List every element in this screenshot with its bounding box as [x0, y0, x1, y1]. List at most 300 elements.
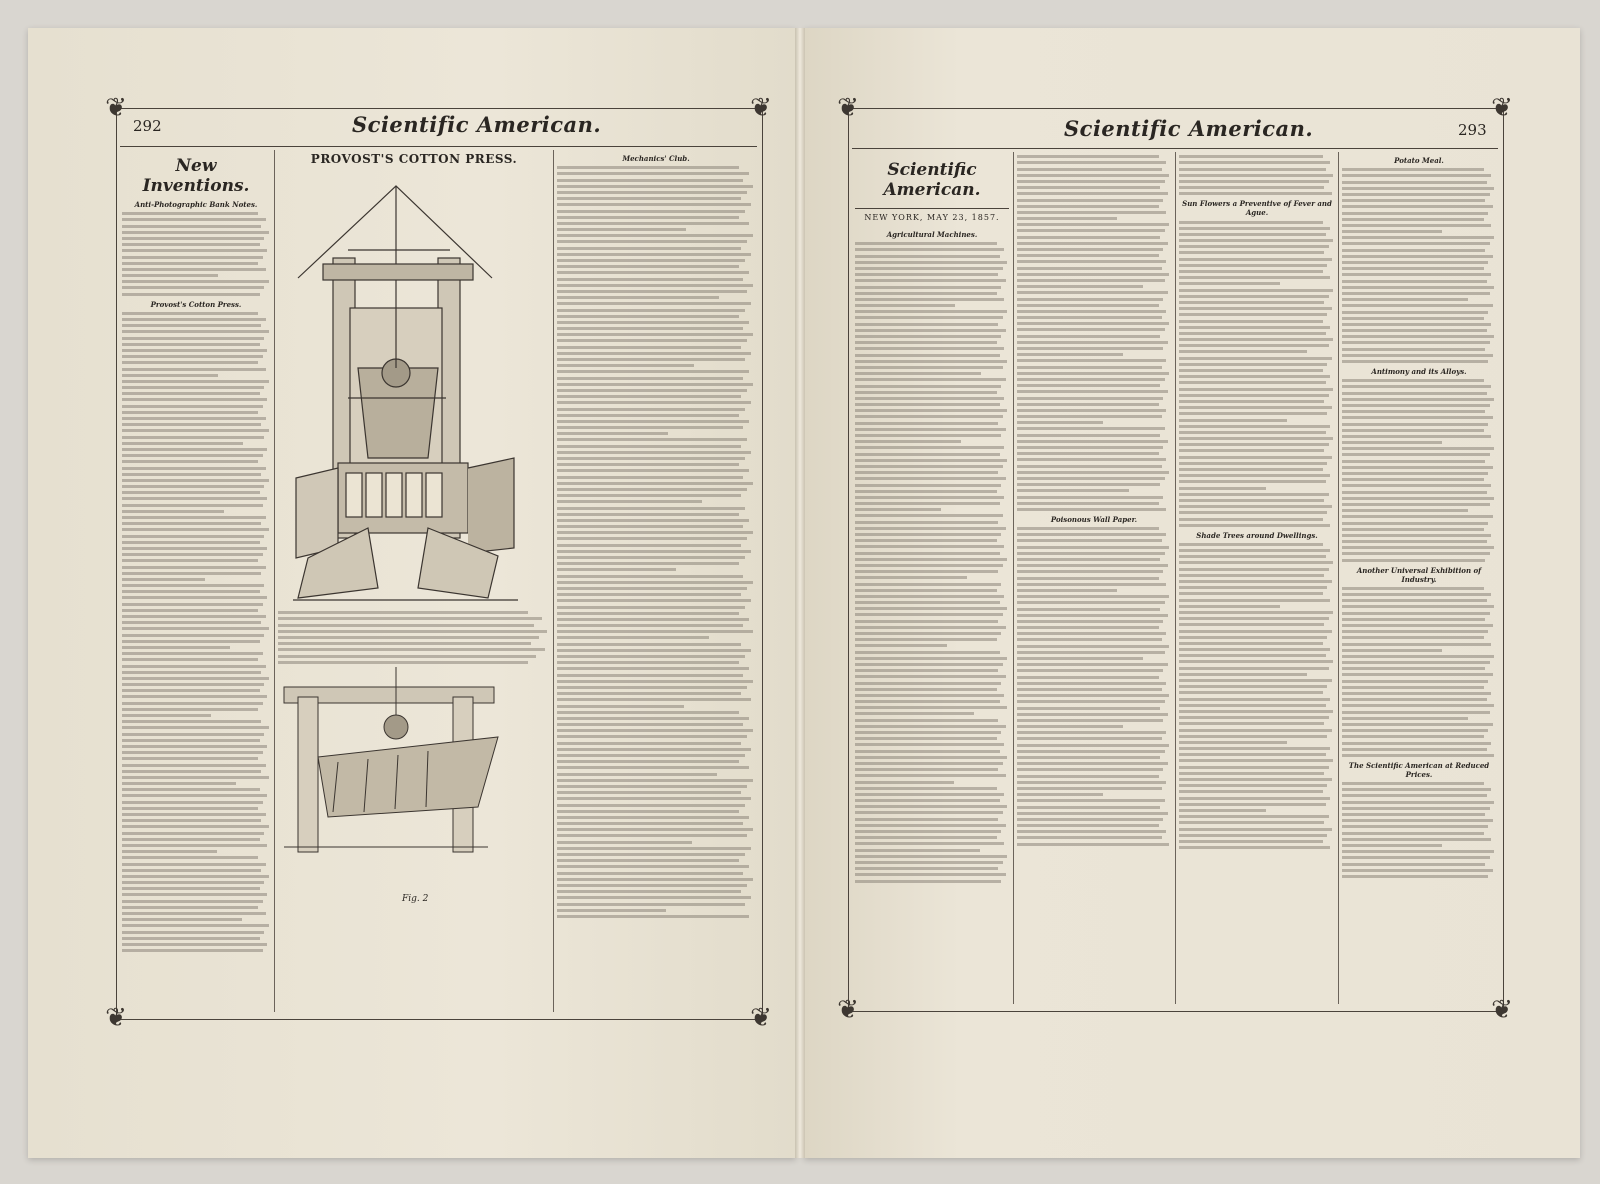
- text-line: [122, 931, 264, 934]
- text-line: [1017, 335, 1160, 338]
- text-line: [557, 865, 749, 868]
- text-line: [1179, 803, 1326, 806]
- text-line: [557, 599, 751, 602]
- text-line: [1017, 663, 1168, 666]
- text-line: [557, 729, 753, 732]
- text-line: [1017, 409, 1166, 412]
- text-line: [557, 216, 739, 219]
- text-line: [1179, 636, 1327, 639]
- text-line: [855, 508, 941, 511]
- text-line: [855, 657, 1007, 660]
- text-line: [1017, 645, 1169, 648]
- text-line: [122, 665, 266, 668]
- text-line: [1179, 648, 1330, 651]
- text-line: [557, 531, 753, 534]
- text-line: [122, 504, 263, 507]
- text-line: [1342, 255, 1493, 258]
- text-line: [855, 453, 1000, 456]
- text-line: [557, 735, 747, 738]
- right-top-left-ornament: ❦: [837, 93, 859, 123]
- text-line: [855, 354, 1000, 357]
- text-line: [557, 240, 747, 243]
- text-line: [557, 890, 741, 893]
- text-line: [1017, 434, 1160, 437]
- text-line: [1017, 843, 1169, 846]
- text-line: [1017, 397, 1163, 400]
- text-line: [1179, 698, 1330, 701]
- text-line: [1017, 378, 1165, 381]
- text-line: [1179, 161, 1330, 164]
- text-line: [855, 335, 1001, 338]
- text-line: [1342, 242, 1490, 245]
- text-line: [855, 465, 1003, 468]
- text-line: [557, 537, 747, 540]
- text-line: [855, 521, 998, 524]
- text-line: [122, 448, 267, 451]
- text-line: [122, 436, 264, 439]
- text-line: [855, 292, 997, 295]
- text-line: [122, 256, 263, 259]
- text-line: [1342, 729, 1488, 732]
- text-line: [1179, 449, 1324, 452]
- text-line: [1017, 217, 1117, 220]
- text-line: [557, 513, 739, 516]
- text-line: [122, 318, 266, 321]
- text-line: [122, 900, 263, 903]
- text-line: [855, 415, 1003, 418]
- text-line: [1017, 601, 1165, 604]
- text-line: [1017, 700, 1165, 703]
- text-line: [122, 615, 266, 618]
- text-line: [557, 828, 753, 831]
- text-line: [557, 383, 753, 386]
- text-line: [1179, 592, 1323, 595]
- text-line: [1179, 332, 1326, 335]
- text-line: [1342, 515, 1493, 518]
- text-line: [855, 279, 1006, 282]
- right-col-divider-1: [1013, 152, 1014, 1004]
- text-line: [122, 274, 218, 277]
- text-line: [557, 909, 666, 912]
- text-line: [1179, 766, 1329, 769]
- text-line: [1179, 555, 1326, 558]
- text-line: [122, 739, 260, 742]
- left-page-number: 292: [133, 117, 162, 135]
- text-line: [557, 903, 745, 906]
- text-line: [1179, 580, 1332, 583]
- text-line: [1179, 623, 1324, 626]
- text-line: [1017, 657, 1143, 660]
- text-line: [1017, 471, 1169, 474]
- left-bottom-right-ornament: ❦: [750, 1003, 772, 1033]
- text-line: [557, 284, 753, 287]
- text-line: [1017, 508, 1166, 511]
- text-line: [1179, 326, 1330, 329]
- column-text: [122, 212, 270, 295]
- text-line: [1342, 649, 1442, 652]
- text-line: [1017, 248, 1163, 251]
- text-line: [122, 337, 264, 340]
- text-line: [1179, 155, 1323, 158]
- text-line: [557, 816, 749, 819]
- text-line: [1179, 270, 1323, 273]
- text-line: [855, 725, 1006, 728]
- text-line: [1342, 630, 1488, 633]
- text-line: [1179, 778, 1332, 781]
- text-line: [122, 262, 258, 265]
- text-line: [1342, 280, 1487, 283]
- text-line: [122, 535, 264, 538]
- text-line: [1342, 329, 1487, 332]
- figure-2-label: Fig. 2: [402, 894, 429, 904]
- text-line: [122, 324, 261, 327]
- text-line: [122, 368, 266, 371]
- text-line: [1017, 737, 1162, 740]
- text-line: [1179, 258, 1332, 261]
- text-line: [1342, 819, 1493, 822]
- text-line: [1342, 863, 1485, 866]
- text-line: [855, 273, 998, 276]
- text-line: [122, 726, 269, 729]
- text-line: [122, 640, 260, 643]
- cotton-press-article: [278, 150, 550, 1012]
- text-line: [1017, 260, 1166, 263]
- text-line: [1342, 304, 1493, 307]
- text-line: [1017, 229, 1165, 232]
- text-line: [1342, 354, 1493, 357]
- text-line: [1017, 502, 1159, 505]
- text-line: [122, 553, 263, 556]
- text-line: [557, 438, 747, 441]
- text-line: [1017, 192, 1168, 195]
- text-line: [1017, 477, 1165, 480]
- text-line: [122, 683, 264, 686]
- text-line: [557, 302, 751, 305]
- text-line: [1017, 483, 1160, 486]
- text-line: [278, 648, 545, 651]
- text-line: [1179, 425, 1330, 428]
- text-line: [557, 278, 743, 281]
- text-line: [1342, 472, 1488, 475]
- text-line: [278, 642, 531, 645]
- text-line: [1179, 468, 1323, 471]
- text-line: [1179, 511, 1327, 514]
- text-line: [122, 212, 258, 215]
- text-line: [855, 682, 1001, 685]
- text-line: [122, 572, 261, 575]
- text-line: [1179, 667, 1329, 670]
- text-line: [1017, 366, 1162, 369]
- text-line: [1017, 328, 1165, 331]
- text-line: [557, 841, 692, 844]
- text-line: [122, 528, 269, 531]
- text-line: [855, 372, 981, 375]
- cotton-press-title: PROVOST'S COTTON PRESS.: [310, 152, 518, 166]
- text-line: [855, 836, 997, 839]
- left-top-right-ornament: ❦: [750, 93, 772, 123]
- text-line: [1179, 710, 1333, 713]
- text-line: [855, 440, 961, 443]
- text-line: [1342, 552, 1490, 555]
- text-line: [557, 773, 717, 776]
- text-line: [122, 906, 258, 909]
- text-line: [557, 562, 739, 565]
- text-line: [1342, 534, 1491, 537]
- text-line: [1342, 794, 1487, 797]
- text-line: [1017, 768, 1163, 771]
- text-line: [1342, 522, 1488, 525]
- right-column-2: [1017, 152, 1171, 1004]
- text-line: [557, 630, 753, 633]
- text-line: [1179, 307, 1332, 310]
- text-line: [855, 849, 980, 852]
- text-line: [1017, 421, 1103, 424]
- text-line: [1179, 729, 1332, 732]
- column-text: [557, 166, 755, 918]
- text-line: [122, 875, 269, 878]
- text-line: [1179, 313, 1327, 316]
- text-line: [1179, 815, 1329, 818]
- text-line: [122, 249, 267, 252]
- text-line: [1017, 577, 1159, 580]
- text-line: [1179, 289, 1333, 292]
- text-line: [557, 661, 739, 664]
- text-line: [557, 426, 743, 429]
- text-line: [122, 850, 217, 853]
- text-line: [1342, 460, 1485, 463]
- text-line: [855, 409, 1007, 412]
- cotton-press-subheading: Provost's Cotton Press.: [150, 299, 242, 309]
- text-line: [1179, 419, 1287, 422]
- text-line: [122, 745, 267, 748]
- text-line: [1017, 347, 1163, 350]
- text-line: [855, 329, 1006, 332]
- text-line: [855, 651, 1000, 654]
- text-line: [122, 516, 266, 519]
- text-line: [1017, 632, 1166, 635]
- text-line: [122, 634, 264, 637]
- text-line: [855, 366, 1003, 369]
- text-line: [1017, 713, 1168, 716]
- agricultural-machines-heading: Agricultural Machines.: [886, 230, 978, 239]
- text-line: [1342, 447, 1494, 450]
- text-line: [1179, 549, 1330, 552]
- text-line: [1179, 617, 1329, 620]
- text-line: [1342, 435, 1491, 438]
- text-line: [1342, 429, 1484, 432]
- text-line: [1179, 679, 1332, 682]
- text-line: [557, 445, 741, 448]
- right-column-4: [1342, 152, 1496, 1004]
- text-line: [1179, 685, 1327, 688]
- text-line: [855, 298, 1004, 301]
- text-line: [122, 720, 261, 723]
- text-line: [855, 731, 1001, 734]
- text-line: [557, 469, 749, 472]
- text-line: [1179, 344, 1329, 347]
- text-line: [557, 482, 753, 485]
- text-line: [1017, 830, 1166, 833]
- text-line: [1017, 254, 1159, 257]
- text-line: [122, 225, 261, 228]
- text-line: [1179, 568, 1329, 571]
- text-line: [122, 467, 266, 470]
- text-line: [557, 896, 751, 899]
- text-line: [1342, 723, 1493, 726]
- text-line: [855, 552, 1000, 555]
- text-line: [855, 378, 1006, 381]
- text-line: [1017, 539, 1162, 542]
- text-line: [1179, 400, 1324, 403]
- text-line: [1017, 285, 1143, 288]
- right-col-divider-3: [1338, 152, 1339, 1004]
- text-line: [1342, 249, 1485, 252]
- text-line: [557, 364, 694, 367]
- text-line: [1342, 844, 1442, 847]
- text-line: [855, 484, 1001, 487]
- text-line: [1342, 199, 1485, 202]
- text-line: [122, 689, 260, 692]
- text-line: [122, 813, 266, 816]
- text-line: [557, 785, 747, 788]
- text-line: [122, 621, 261, 624]
- column-text: [1179, 155, 1335, 195]
- text-line: [1179, 412, 1327, 415]
- text-line: [557, 711, 739, 714]
- text-line: [1179, 369, 1323, 372]
- text-line: [557, 463, 739, 466]
- text-line: [1342, 317, 1484, 320]
- text-line: [122, 417, 266, 420]
- text-line: [1179, 753, 1326, 756]
- text-line: [1017, 595, 1169, 598]
- reduced-prices-heading: The Scientific American at Reduced Prices.: [1348, 760, 1490, 779]
- text-line: [1342, 875, 1488, 878]
- text-line: [122, 405, 263, 408]
- text-line: [1179, 295, 1329, 298]
- left-column-3: [557, 150, 755, 1012]
- text-line: [122, 646, 230, 649]
- text-line: [1342, 323, 1491, 326]
- text-line: [1179, 834, 1327, 837]
- text-line: [122, 838, 260, 841]
- text-line: [1342, 491, 1487, 494]
- text-line: [1342, 410, 1485, 413]
- text-line: [122, 801, 263, 804]
- text-line: [1342, 680, 1488, 683]
- text-line: [122, 609, 258, 612]
- text-line: [1342, 453, 1490, 456]
- text-line: [1342, 509, 1468, 512]
- text-line: [122, 714, 211, 717]
- text-line: [1017, 242, 1168, 245]
- text-line: [855, 880, 1001, 883]
- text-line: [278, 624, 534, 627]
- text-line: [1342, 218, 1484, 221]
- text-line: [557, 779, 753, 782]
- text-line: [122, 491, 260, 494]
- text-line: [1179, 264, 1327, 267]
- text-line: [1342, 441, 1442, 444]
- text-line: [1342, 261, 1488, 264]
- text-line: [1342, 503, 1490, 506]
- text-line: [1017, 199, 1163, 202]
- text-line: [557, 457, 745, 460]
- text-line: [122, 658, 258, 661]
- text-line: [122, 825, 269, 828]
- text-line: [122, 268, 266, 271]
- text-line: [855, 316, 1003, 319]
- text-line: [855, 694, 1004, 697]
- text-line: [855, 502, 1000, 505]
- text-line: [1179, 543, 1323, 546]
- text-line: [1342, 801, 1494, 804]
- text-line: [557, 191, 747, 194]
- text-line: [278, 617, 542, 620]
- text-line: [855, 496, 1004, 499]
- text-line: [1017, 787, 1162, 790]
- text-line: [1017, 719, 1163, 722]
- text-line: [122, 286, 264, 289]
- text-line: [1179, 828, 1332, 831]
- text-line: [1342, 735, 1484, 738]
- text-line: [1179, 301, 1324, 304]
- text-line: [855, 471, 998, 474]
- text-line: [1342, 832, 1484, 835]
- text-line: [1179, 375, 1330, 378]
- text-line: [557, 810, 739, 813]
- text-line: [557, 271, 749, 274]
- text-line: [122, 695, 267, 698]
- text-line: [855, 861, 1003, 864]
- text-line: [122, 479, 269, 482]
- text-line: [855, 477, 1006, 480]
- text-line: [1017, 533, 1166, 536]
- text-line: [122, 887, 260, 890]
- text-line: [122, 893, 267, 896]
- text-line: [557, 377, 743, 380]
- text-line: [122, 652, 263, 655]
- text-line: [1179, 605, 1280, 608]
- text-line: [557, 748, 751, 751]
- text-line: [122, 949, 263, 952]
- text-line: [855, 527, 1006, 530]
- text-line: [557, 507, 745, 510]
- left-bottom-left-ornament: ❦: [105, 1003, 127, 1033]
- text-line: [122, 429, 269, 432]
- dateline: NEW YORK, MAY 23, 1857.: [864, 213, 1000, 222]
- text-line: [1179, 320, 1323, 323]
- text-line: [1342, 187, 1494, 190]
- column-text: [855, 242, 1009, 882]
- text-line: [557, 667, 749, 670]
- text-line: [1017, 168, 1162, 171]
- text-line: [1179, 660, 1333, 663]
- text-line: [1342, 174, 1491, 177]
- text-line: [855, 428, 1006, 431]
- text-line: [1342, 593, 1491, 596]
- text-line: [557, 754, 745, 757]
- text-line: [122, 237, 264, 240]
- right-masthead: Scientific American.: [1064, 116, 1314, 141]
- text-line: [1342, 416, 1493, 419]
- text-line: [557, 525, 743, 528]
- text-line: [1179, 654, 1326, 657]
- text-line: [1017, 440, 1168, 443]
- column-text: [278, 611, 550, 664]
- text-line: [1017, 626, 1159, 629]
- text-line: [1179, 233, 1326, 236]
